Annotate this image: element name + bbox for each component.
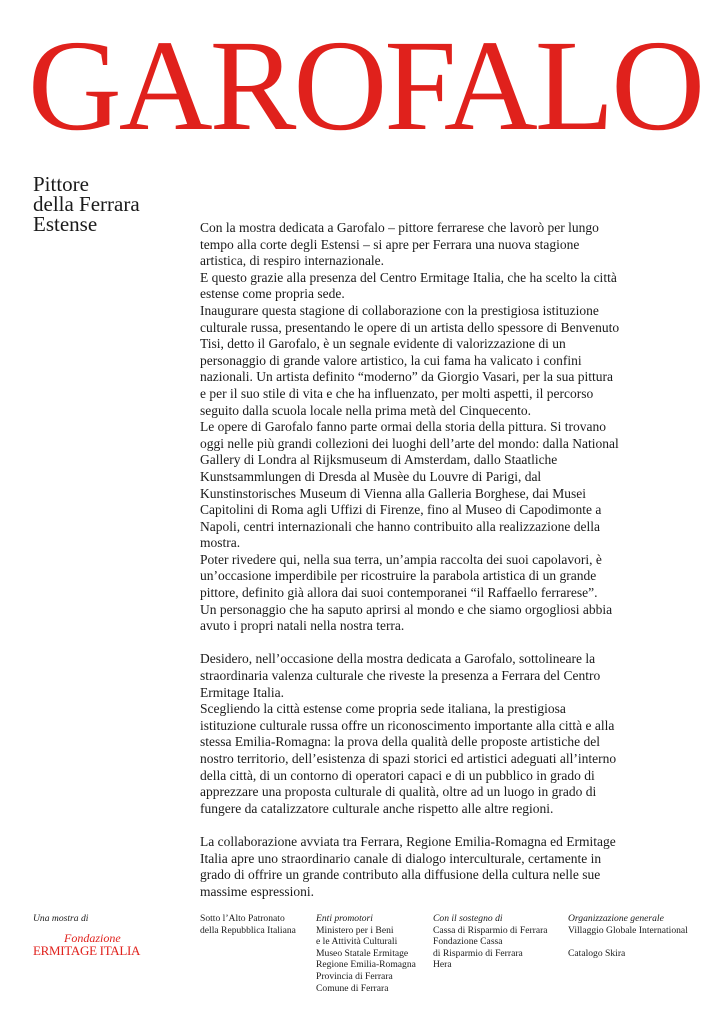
footer-line: Ministero per i Beni [316,924,394,936]
footer-line: Sotto l’Alto Patronato [200,913,285,924]
footer-line: Fondazione Cassa [433,936,503,948]
paragraph: Poter rivedere qui, nella sua terra, un’ampia raccolta dei suoi capolavori, è un’occasione imperdibile per ricostruire la parabola artistica di un grande pittore, definito già allora dai suoi contemporanei “il Raffaello ferrarese”. [200,551,602,601]
footer-sponsors [433,913,563,971]
footer-label: Una mostra di [33,913,89,924]
footer-line: e le Attività Culturali [316,936,398,948]
paragraph: Inaugurare questa stagione di collaborazione con la prestigiosa istituzione culturale russa, presentando le opere di un artista dello spessore di Benvenuto Tisi, detto il Garofalo, è un segnale evidente di valorizzazione di un personaggio di grande valore artistico, la cui fama ha valicato i confini nazionali. Un artista definito “moderno” da Giorgio Vasari, per la sua pittura e per il suo stile di vita e che ha influenzato, per molti aspetti, il percorso seguito dalla scuola locale nella prima metà del Cinquecento. [200,302,620,418]
footer-label: Organizzazione generale [568,913,664,924]
paragraph-gap [200,635,620,652]
footer-line: Regione Emilia-Romagna [316,959,416,971]
paragraph: Le opere di Garofalo fanno parte ormai della storia della pittura. Si trovano oggi nelle più grandi collezioni dei luoghi dell’arte del mondo: dalla National Gallery di Londra al Rijksmuseum di Amsterdam, dallo Staatliche Kunstsammlungen di Dresda al Musèe du Louvre di Parigi, dal Kunstinstorisches Museum di Vienna alla Galleria Borghese, dai Musei Capitolini di Roma agli Uffizi di Firenze, fino al Museo di Capodimonte a Napoli, centri internazionali che hanno contribuito alla realizzazione della mostra. [200,419,619,551]
ermitage-logo-top: Fondazione [64,930,121,945]
paragraph: E questo grazie alla presenza del Centro Ermitage Italia, che ha scelto la città estense come propria sede. [200,269,617,302]
body-text [200,220,620,900]
paragraph-gap [200,817,620,834]
footer-line: Provincia di Ferrara [316,970,393,982]
footer-promoters [316,913,431,994]
paragraph: Scegliendo la città estense come propria sede italiana, la prestigiosa istituzione culturale russa offre un riconoscimento importante alla città e alla stessa Emilia-Romagna: la prova della qualità delle proposte artistiche del nostro territorio, dell’esistenza di spazi storici ed artistici adeguati all’interno della città, di un contorno di operatori capaci e di un pubblico in grado di apprezzare una proposta culturale di qualità, oltre ad un luogo in grado di fungere da catalizzatore culturale anche rispetto alle altre regioni. [200,701,617,816]
footer-line: Cassa di Risparmio di Ferrara [433,924,548,936]
subtitle [33,174,140,234]
footer-line: di Risparmio di Ferrara [433,947,523,959]
paragraph: Con la mostra dedicata a Garofalo – pittore ferrarese che lavorò per lungo tempo alla corte degli Estensi – si apre per Ferrara una nuova stagione artistica, di respiro internazionale. [200,220,599,269]
footer-patronage [200,913,310,936]
subtitle-line: Pittore [33,172,89,196]
footer-line: Catalogo Skira [568,947,626,959]
subtitle-line: della Ferrara [33,192,140,216]
paragraph: La collaborazione avviata tra Ferrara, Regione Emilia-Romagna ed Ermitage Italia apre uno straordinario canale di dialogo interculturale, certamente in grado di offrire un grande contributo alla diffusione della cultura nelle sue massime espressioni. [200,833,616,899]
footer-organization [568,913,718,959]
footer-organizer [33,913,193,957]
paragraph: Un personaggio che ha saputo aprirsi al mondo e che siamo orgogliosi abbia avuto i propri natali nella nostra terra. [200,601,613,634]
footer-line: Comune di Ferrara [316,982,389,994]
footer-line: Villaggio Globale International [568,924,688,936]
footer-line: Hera [433,959,452,971]
page-title: GAROFALO [27,14,703,158]
footer-label: Con il sostegno di [433,913,503,924]
footer-spacer [568,936,718,948]
subtitle-line: Estense [33,212,98,236]
footer-label: Enti promotori [316,913,373,924]
paragraph: Desidero, nell’occasione della mostra dedicata a Garofalo, sottolineare la straordinaria valenza culturale che riveste la presenza a Ferrara del Centro Ermitage Italia. [200,651,601,700]
footer-line: Museo Statale Ermitage [316,947,409,959]
ermitage-logo-bottom: ERMITAGE ITALIA [33,942,141,958]
footer-line: della Repubblica Italiana [200,924,296,936]
